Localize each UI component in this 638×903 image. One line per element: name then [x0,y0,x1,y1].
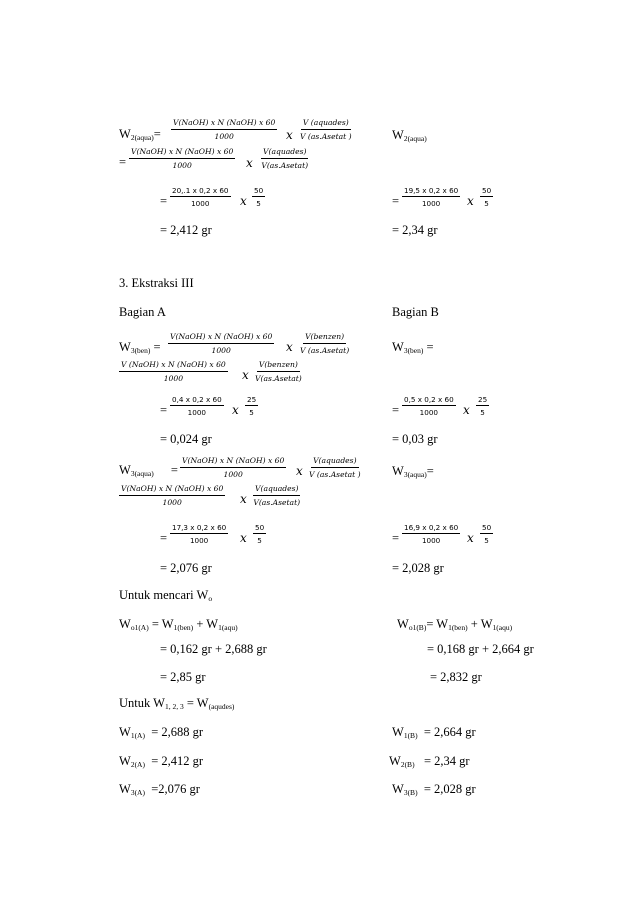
summary-row-a: $W_{2(A)} = 2,412$ gr [119,754,204,769]
bagian-b-heading: Bagian B [392,305,439,319]
w3-ben-a-fraction-2: V(benzen) V (as.Asetat) [300,332,350,355]
w3-ben-result-a: = 0,024 gr [160,432,212,446]
w3-aqua-result-b: = 2,028 gr [392,561,444,575]
w3-ben-cont-fraction-1: V (NaOH) x N (NaOH) x 60 1000 [121,360,226,383]
w3-ben-result-b: = 0,03 gr [392,432,438,446]
times-sign: x [242,368,249,382]
w3-ben-sub-b-ratio: $\frac{25}{5}$ [478,395,488,418]
section-heading: 3. Ekstraksi III [119,276,194,290]
wo-b-sum: = 0,168 gr + 2,664 gr [427,642,534,656]
w2-cont-fraction-1: V(NaOH) x N (NaOH) x 60 1000 [131,147,234,170]
times-sign: x [467,531,474,545]
times-sign: x [246,156,253,170]
times-sign: x [463,403,470,417]
wo-a-sum: = 0,162 gr + 2,688 gr [160,642,267,656]
times-sign: x [240,492,247,506]
w3-ben-sub-a-fraction: $\frac{0,4 x 0,2 x 60}{1000}$ [172,395,222,418]
w3-aqua-b-label: $W_{3(aqua)}=$ [392,464,434,479]
times-sign: x [240,194,247,208]
wo-a-result: = 2,85 gr [160,670,206,684]
w2-sub-a-ratio: $\frac{50}{5}$ [254,186,264,209]
w3-aqua-a-fraction-1: V(NaOH) x N (NaOH) x 60 1000 [182,456,285,479]
times-sign: x [296,464,303,478]
w3-aqua-sub-b-ratio: $\frac{50}{5}$ [482,523,492,546]
times-sign: x [286,340,293,354]
w3-ben-sub-a-eq: = [160,403,168,417]
times-sign: x [467,194,474,208]
w2-aqua-a-label: $W_{2(aqua)}=$ [119,127,161,142]
w2-sub-b-fraction: $\frac{19,5 x 0,2 x 60}{1000}$ [404,186,459,209]
w2-result-b: = 2,34 gr [392,223,438,237]
summary-row-a: $W_{3(A)} =2,076$ gr [119,782,200,797]
w2-sub-a-fraction: $\frac{20,.1 x 0,2 x 60}{1000}$ [172,186,229,209]
summary-row-b: $W_{1(B)} = 2,664$ gr [392,725,476,740]
w3-aqua-cont-fraction-1: V(NaOH) x N (NaOH) x 60 1000 [121,484,224,507]
w3-ben-sub-a-ratio: $\frac{25}{5}$ [247,395,257,418]
w3-ben-a-label: $W_{3(ben)}$ = [119,340,161,355]
wo-b-formula: $W_{o1(B)}= W_{1(ben)} + W_{1(aqu)}$ [397,617,513,632]
times-sign: x [286,128,293,142]
times-sign: x [240,531,247,545]
untuk-w123: Untuk $W_{1, 2, 3} = W_{(aqudes)}$ [119,696,235,711]
w2-cont-fraction-2: V(aquades) V(as.Asetat) [261,147,309,170]
w3-aqua-sub-a-fraction: $\frac{17,3 x 0,2 x 60}{1000}$ [172,523,227,546]
times-sign: x [232,403,239,417]
w2-sub-b-ratio: $\frac{50}{5}$ [482,186,492,209]
summary-row-b: $W_{3(B)} = 2,028$ gr [392,782,476,797]
w2-aqua-a-fraction-2: V (aquades) V (as.Asetat ) [300,118,352,141]
w2-cont-eq: = [119,155,127,169]
w2-result-a: = 2,412 gr [160,223,212,237]
w3-ben-sub-b-fraction: $\frac{0,5 x 0,2 x 60}{1000}$ [404,395,454,418]
w2-aqua-a-fraction-1: V(NaOH) x N (NaOH) x 60 1000 [173,118,276,141]
w3-aqua-a-label: $W_{3(aqua)}$ = [119,463,178,478]
w3-ben-b-label: $W_{3(ben)}$ = [392,340,434,355]
wo-b-result: = 2,832 gr [430,670,482,684]
w3-aqua-a-fraction-2: V(aquades) V (as.Asetat ) [309,456,361,479]
w3-ben-cont-fraction-2: V(benzen) V(as.Asetat) [255,360,302,383]
w3-aqua-result-a: = 2,076 gr [160,561,212,575]
summary-row-a: $W_{1(A)} = 2,688$ gr [119,725,204,740]
w2-aqua-b-label: $W_{2(aqua)}$ [392,128,427,143]
w3-aqua-sub-a-ratio: $\frac{50}{5}$ [255,523,265,546]
summary-row-b: $W_{2(B)} = 2,34$ gr [389,754,470,769]
w3-ben-a-fraction-1: V(NaOH) x N (NaOH) x 60 1000 [170,332,273,355]
untuk-mencari-wo: Untuk mencari $W_o$ [119,588,213,603]
w3-aqua-cont-fraction-2: V(aquades) V(as.Asetat) [253,484,301,507]
bagian-a-heading: Bagian A [119,305,166,319]
w2-sub-b-eq: = [392,194,400,208]
w3-aqua-sub-b-eq: = [392,531,400,545]
w2-sub-a-eq: = [160,194,168,208]
w3-aqua-sub-b-fraction: $\frac{16,9 x 0,2 x 60}{1000}$ [404,523,459,546]
w3-aqua-sub-a-eq: = [160,531,168,545]
w3-ben-sub-b-eq: = [392,403,400,417]
wo-a-formula: $W_{o1(A)} = W_{1(ben)} + W_{1(aqu)}$ [119,617,238,632]
